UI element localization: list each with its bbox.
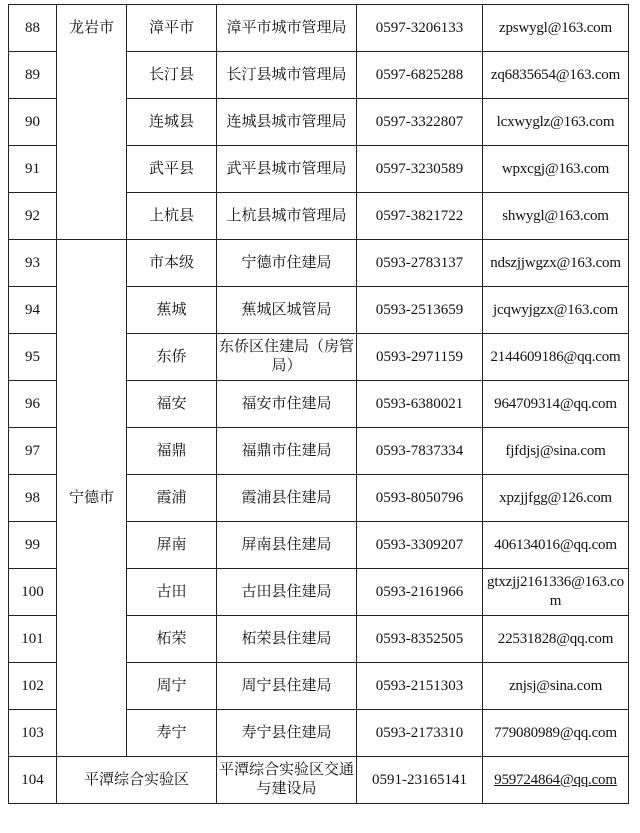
agency-cell: 古田县住建局: [217, 569, 357, 616]
phone-cell: 0593-2513659: [357, 287, 483, 334]
email-cell: 964709314@qq.com: [483, 381, 629, 428]
phone-cell: 0597-3322807: [357, 99, 483, 146]
agency-cell: 寿宁县住建局: [217, 710, 357, 757]
agency-cell: 霞浦县住建局: [217, 475, 357, 522]
agency-cell: 宁德市住建局: [217, 240, 357, 287]
agency-cell: 长汀县城市管理局: [217, 52, 357, 99]
agency-cell: 连城县城市管理局: [217, 99, 357, 146]
agency-cell: 福鼎市住建局: [217, 428, 357, 475]
email-cell: 22531828@qq.com: [483, 616, 629, 663]
row-number: 102: [9, 663, 57, 710]
row-number: 96: [9, 381, 57, 428]
table-row: [9, 5, 629, 52]
county-cell: 福鼎: [127, 428, 217, 475]
email-link[interactable]: 959724864@qq.com: [483, 757, 629, 804]
city-cell: 宁德市: [57, 240, 127, 757]
email-cell: wpxcgj@163.com: [483, 146, 629, 193]
county-cell: 市本级: [127, 240, 217, 287]
county-cell: 漳平市: [127, 5, 217, 52]
agency-cell: 平潭综合实验区交通与建设局: [217, 757, 357, 804]
contact-table: [8, 4, 629, 804]
county-cell: 古田: [127, 569, 217, 616]
email-cell: 406134016@qq.com: [483, 522, 629, 569]
phone-cell: 0593-2173310: [357, 710, 483, 757]
row-number: 92: [9, 193, 57, 240]
county-cell: 武平县: [127, 146, 217, 193]
county-cell: 周宁: [127, 663, 217, 710]
phone-cell: 0597-3821722: [357, 193, 483, 240]
row-number: 97: [9, 428, 57, 475]
phone-cell: 0591-23165141: [357, 757, 483, 804]
county-cell: 东侨: [127, 334, 217, 381]
email-cell: ndszjjwgzx@163.com: [483, 240, 629, 287]
phone-cell: 0593-8352505: [357, 616, 483, 663]
row-number: 95: [9, 334, 57, 381]
phone-cell: 0593-2783137: [357, 240, 483, 287]
row-number: 90: [9, 99, 57, 146]
email-cell: shwygl@163.com: [483, 193, 629, 240]
agency-cell: 柘荣县住建局: [217, 616, 357, 663]
email-cell: 779080989@qq.com: [483, 710, 629, 757]
phone-cell: 0593-8050796: [357, 475, 483, 522]
phone-cell: 0593-3309207: [357, 522, 483, 569]
row-number: 89: [9, 52, 57, 99]
county-cell: 蕉城: [127, 287, 217, 334]
email-cell: fjfdjsj@sina.com: [483, 428, 629, 475]
county-cell: 上杭县: [127, 193, 217, 240]
phone-cell: 0593-2151303: [357, 663, 483, 710]
row-number: 99: [9, 522, 57, 569]
row-number: 93: [9, 240, 57, 287]
row-number: 88: [9, 5, 57, 52]
email-cell: jcqwyjgzx@163.com: [483, 287, 629, 334]
row-number: 104: [9, 757, 57, 804]
email-cell: lcxwyglz@163.com: [483, 99, 629, 146]
phone-cell: 0597-6825288: [357, 52, 483, 99]
email-cell: zq6835654@163.com: [483, 52, 629, 99]
row-number: 100: [9, 569, 57, 616]
phone-cell: 0593-2161966: [357, 569, 483, 616]
row-number: 91: [9, 146, 57, 193]
phone-cell: 0593-6380021: [357, 381, 483, 428]
area-cell: 平潭综合实验区: [57, 757, 217, 804]
row-number: 94: [9, 287, 57, 334]
email-cell: xpzjjfgg@126.com: [483, 475, 629, 522]
email-cell: 2144609186@qq.com: [483, 334, 629, 381]
email-cell: zpswygl@163.com: [483, 5, 629, 52]
city-cell: 龙岩市: [57, 5, 127, 240]
email-cell: gtxzjj2161336@163.com: [483, 569, 629, 616]
phone-cell: 0593-2971159: [357, 334, 483, 381]
phone-cell: 0593-7837334: [357, 428, 483, 475]
email-cell: znjsj@sina.com: [483, 663, 629, 710]
row-number: 98: [9, 475, 57, 522]
county-cell: 连城县: [127, 99, 217, 146]
agency-cell: 武平县城市管理局: [217, 146, 357, 193]
agency-cell: 蕉城区城管局: [217, 287, 357, 334]
agency-cell: 东侨区住建局（房管局）: [217, 334, 357, 381]
agency-cell: 周宁县住建局: [217, 663, 357, 710]
agency-cell: 屏南县住建局: [217, 522, 357, 569]
county-cell: 屏南: [127, 522, 217, 569]
row-number: 103: [9, 710, 57, 757]
phone-cell: 0597-3230589: [357, 146, 483, 193]
agency-cell: 漳平市城市管理局: [217, 5, 357, 52]
phone-cell: 0597-3206133: [357, 5, 483, 52]
table-row: [9, 757, 629, 804]
county-cell: 寿宁: [127, 710, 217, 757]
county-cell: 福安: [127, 381, 217, 428]
row-number: 101: [9, 616, 57, 663]
table-row: [9, 240, 629, 287]
agency-cell: 福安市住建局: [217, 381, 357, 428]
agency-cell: 上杭县城市管理局: [217, 193, 357, 240]
county-cell: 长汀县: [127, 52, 217, 99]
county-cell: 柘荣: [127, 616, 217, 663]
county-cell: 霞浦: [127, 475, 217, 522]
